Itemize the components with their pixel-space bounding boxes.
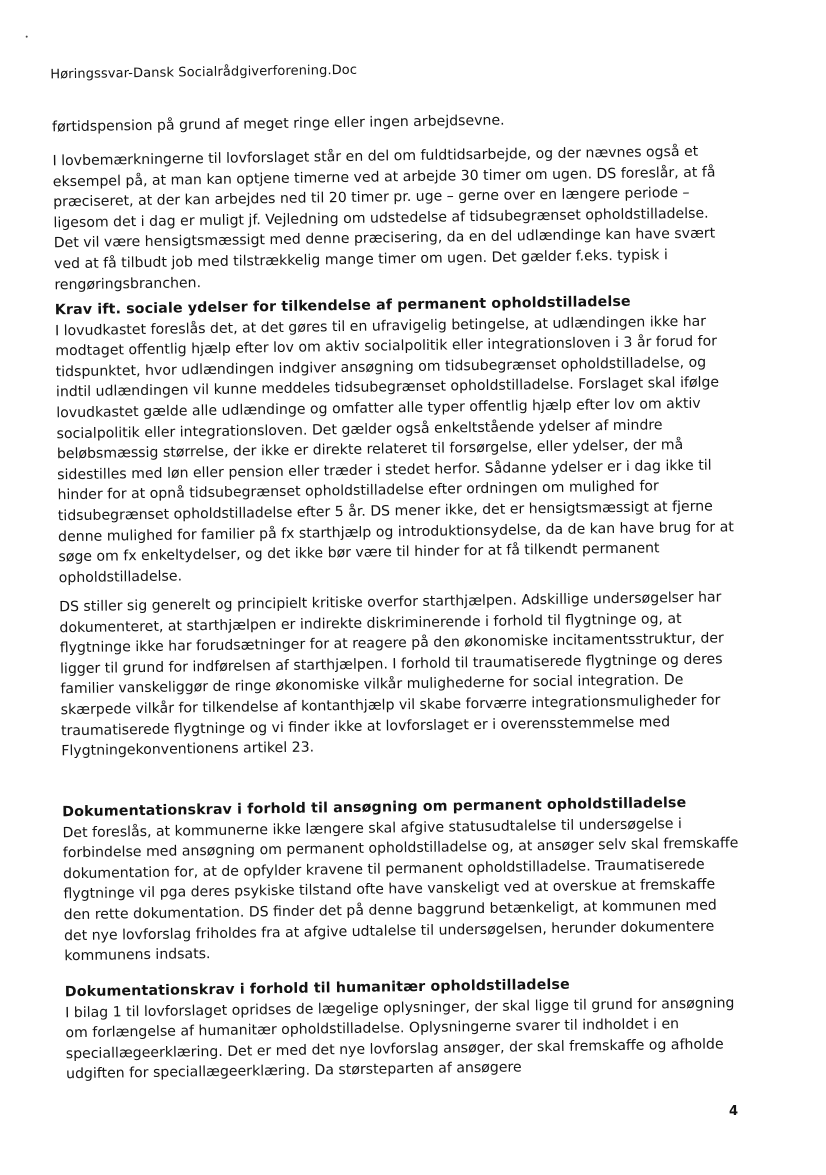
text-block — [59, 587, 741, 762]
paragraph: I bilag 1 til lovforslaget opridses de lægelige oplysninger, der skal ligge til grund for ansøgning om forlængelse af humanitær opholdstilladelse. Oplysningerne svarer til indholdet i en speciallægeerklæring. Det er med det nye lovforslag ansøger, der skal fremskaffe og afholde udgiften for speciallægeerklæring. Da størsteparten af ansøgere — [65, 994, 735, 1083]
page-number: 4 — [729, 1104, 739, 1119]
section-heading: Dokumentationskrav i forhold til humanitær opholdstilladelse — [64, 976, 570, 1001]
section-documentation-permanent — [62, 792, 744, 967]
scan-speck — [26, 36, 28, 38]
text-block — [52, 107, 732, 138]
section-social-benefits — [55, 290, 739, 588]
paragraph: Det foreslås, at kommunerne ikke længere skal afgive statusudtalelse til undersøgelse i forbindelse med ansøgning om permanent opholdstilladelse og, at ansøger selv skal fremskaffe dokumentation for, at de opfylder kravene til permanent opholdstilladelse. Traumatiserede flygtninge vil pga deres psykiske tilstand ofte have vanskeligt ved at overskue at fremskaffe den rette dokumentation. DS finder det på denne baggrund betænkeligt, at kommunen med det nye lovforslag friholdes fra at afgive udtalelse til undersøgelsen, herunder dokumentere kommunens indsats. — [62, 815, 739, 965]
text-block — [52, 141, 734, 295]
paragraph: førtidspension på grund af meget ringe eller ingen arbejdsevne. — [51, 112, 505, 136]
paragraph: DS stiller sig generelt og principielt kritiske overfor starthjælpen. Adskillige undersøgelser har dokumenteret, at starthjælpen er indirekte diskriminerende i forhold til flygtninge og, at flygtninge ikke har forudsætninger for at reagere på den økonomiske incitamentsstruktur, der ligger til grund for indførelsen af starthjælpen. I forhold til traumatiserede flygtninge og deres familier vanskeliggør de ringe økonomiske vilkår mulighederne for social integration. De skærpede vilkår for tilkendelse af kontanthjælp vil skabe forværre integrationsmuligheder for traumatiserede flygtninge og vi finder ikke at lovforslaget er i overensstemmelse med Flygtningekonventionens artikel 23. — [59, 589, 724, 760]
paragraph: I lovbemærkningerne til lovforslaget står en del om fuldtidsarbejde, og der nævnes også et eksempel på, at man kan optjene timerne ved at arbejde 30 timer om ugen. DS foreslår, at få præciseret, at der kan arbejdes ned til 20 timer pr. uge – gerne over en længere periode – ligesom det i dag er muligt jf. Vejledning om udstedelse af tidsubegrænset opholdstilladelse. Det vil være hensigtsmæssigt med denne præcisering, da en del udlændinge kan have svært ved at få tilbudt job med tilstrækkelig mange timer om ugen. Det gælder f.eks. typisk i rengøringsbranchen. — [52, 143, 716, 293]
paragraph: I lovudkastet foreslås det, at det gøres til en ufravigelig betingelse, at udlændingen ikke har modtaget offentlig hjælp efter lov om aktiv socialpolitik eller integrationsloven i 3 år forud for tidspunktet, hvor udlændingen indgiver ansøgning om tidsubegrænset opholdstilladelse, og indtil udlændingen vil kunne meddeles tidsubegrænset opholdstilladelse. Forslaget skal ifølge lovudkastet gælde alle udlændinge og omfatter alle typer offentlig hjælp efter lov om aktiv socialpolitik eller integrationsloven. Det gælder også enkeltstående ydelser af mindre beløbsmæssig størrelse, der ikke er direkte relateret til forsørgelse, eller ydelser, der må sidestilles med løn eller pension eller træder i stedet herfor. Sådanne ydelser er i dag ikke til hinder for at opnå tidsubegrænset opholdstilladelse efter ordningen om mulighed for tidsubegrænset opholdstilladelse efter 5 år. DS mener ikke, det er hensigtsmæssigt at fjerne denne mulighed for familier på fx starthjælp og introduktionsydelse, da de kan have brug for at søge om fx enkeltydelser, og det ikke bør være til hinder for at få tilkendt permanent opholdstilladelse. — [54, 313, 734, 586]
document-header-filename: Høringssvar-Dansk Socialrådgiverforening.Doc — [50, 62, 358, 83]
section-heading: Krav ift. sociale ydelser for tilkendelse af permanent opholdstilladelse — [54, 293, 631, 319]
section-documentation-humanitarian — [65, 972, 746, 1085]
section-heading: Dokumentationskrav i forhold til ansøgning om permanent opholdstilladelse — [62, 794, 687, 821]
